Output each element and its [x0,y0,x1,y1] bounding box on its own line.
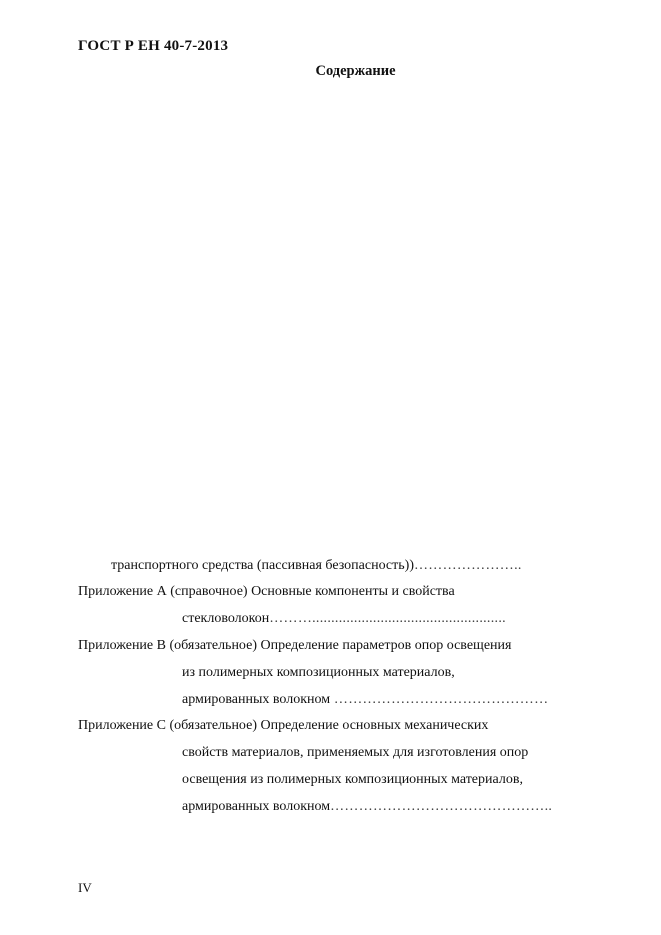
appendix-b-heading[interactable] [78,637,598,655]
appendix-text: армированных волокном [182,799,331,814]
appendix-c-heading[interactable] [78,717,598,735]
entry-label-continued: транспортного средства (пассивная безопасность)) [111,558,414,573]
page-title: Содержание [315,63,396,79]
toc-entry-17-continuation[interactable] [111,557,601,575]
appendix-b-line-1 [182,664,602,682]
entry-leader: ………………….. [413,558,522,573]
appendix-a-heading[interactable] [78,583,598,601]
appendix-leader: ……………………………………….. [330,799,553,814]
appendix-a-line[interactable] [182,610,602,628]
appendix-leader: ……………………………………… [330,692,549,707]
appendix-text: освещения из полимерных композиционных материалов, [182,772,523,787]
document-code: ГОСТ Р ЕН 40-7-2013 [78,38,229,54]
appendix-leader: ………................................................... [269,611,506,626]
appendix-b-line-2[interactable] [182,691,602,709]
appendix-label: Приложение С (обязательное) Определение основных механических [78,718,489,733]
appendix-c-line-3[interactable] [182,798,602,816]
appendix-c-line-2 [182,771,602,789]
appendix-text: свойств материалов, применяемых для изготовления опор [182,745,529,760]
page-number: IV [78,880,92,895]
appendix-text: стекловолокон [182,611,270,626]
appendix-label: Приложение А (справочное) Основные компоненты и свойства [78,584,455,599]
appendix-c-line-1 [182,744,602,762]
appendix-label: Приложение В (обязательное) Определение параметров опор освещения [78,638,512,653]
appendix-text: армированных волокном [182,692,331,707]
appendix-text: из полимерных композиционных материалов, [182,665,455,680]
